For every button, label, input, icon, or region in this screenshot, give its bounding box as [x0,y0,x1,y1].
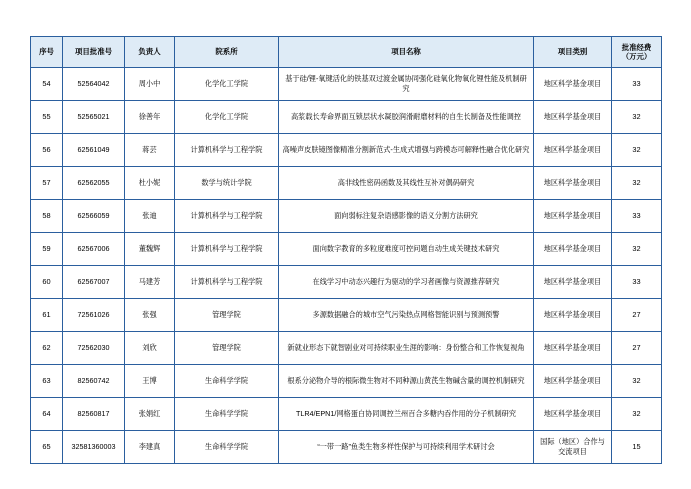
cell-seq: 62 [31,332,63,365]
table-row [31,233,662,266]
cell-seq: 63 [31,365,63,398]
cell-title: 根系分泌物介导的根际微生物对不同种源山黄芪生物碱含量的调控机制研究 [279,365,534,398]
cell-budget: 32 [612,398,662,431]
cell-category: 地区科学基金项目 [534,167,612,200]
table-row [31,266,662,299]
cell-code: 62567006 [63,233,125,266]
table-header-row [31,37,662,68]
cell-person: 王博 [125,365,175,398]
cell-title: “一带一路”鱼类生物多样性保护与可持续利用学术研讨会 [279,431,534,464]
cell-code: 52565021 [63,101,125,134]
cell-title: 新就业形态下就智剧业对可持续职业生涯的影响：身份整合和工作恢复视角 [279,332,534,365]
table-row [31,68,662,101]
cell-code: 52564042 [63,68,125,101]
cell-category: 地区科学基金项目 [534,101,612,134]
table-row [31,431,662,464]
column-header-seq: 序号 [31,37,63,68]
cell-dept: 化学化工学院 [175,101,279,134]
cell-dept: 生命科学学院 [175,398,279,431]
cell-code: 62567007 [63,266,125,299]
cell-code: 32581360003 [63,431,125,464]
cell-budget: 15 [612,431,662,464]
cell-person: 张强 [125,299,175,332]
cell-dept: 数学与统计学院 [175,167,279,200]
cell-title: 面向数字教育的多粒度难度可控问题自动生成关键技术研究 [279,233,534,266]
cell-title: 基于硅/锂-氧键活化的铁基双过渡金属协同强化硅氧化物氧化锂性能及机制研究 [279,68,534,101]
cell-category: 地区科学基金项目 [534,365,612,398]
cell-title: TLR4/EPN1/网格蛋白协同调控兰州百合多糖内吞作用的分子机制研究 [279,398,534,431]
cell-code: 82560742 [63,365,125,398]
cell-category: 地区科学基金项目 [534,398,612,431]
table-header [31,37,662,68]
cell-dept: 计算机科学与工程学院 [175,233,279,266]
table-row [31,398,662,431]
cell-seq: 64 [31,398,63,431]
cell-person: 蒋芸 [125,134,175,167]
cell-category: 地区科学基金项目 [534,266,612,299]
cell-code: 62566059 [63,200,125,233]
cell-title: 多源数据融合的城市空气污染热点网格智能识别与预测预警 [279,299,534,332]
cell-dept: 化学化工学院 [175,68,279,101]
cell-seq: 59 [31,233,63,266]
column-header-dept: 院系所 [175,37,279,68]
table-row [31,101,662,134]
column-header-category: 项目类别 [534,37,612,68]
cell-budget: 27 [612,332,662,365]
cell-budget: 33 [612,68,662,101]
cell-dept: 生命科学学院 [175,365,279,398]
cell-seq: 60 [31,266,63,299]
cell-person: 周小中 [125,68,175,101]
table-body [31,68,662,464]
column-header-budget-line2: （万元） [621,52,652,61]
column-header-person: 负责人 [125,37,175,68]
cell-budget: 32 [612,167,662,200]
cell-title: 高噪声皮肤镜图像精准分割新范式-生成式增强与跨模态可解释性融合优化研究 [279,134,534,167]
cell-budget: 32 [612,233,662,266]
cell-title: 在线学习中动态兴趣行为驱动的学习者画像与资源推荐研究 [279,266,534,299]
cell-seq: 65 [31,431,63,464]
cell-person: 刘欣 [125,332,175,365]
cell-budget: 32 [612,101,662,134]
cell-title: 面向弱标注复杂语感影像的语义分割方法研究 [279,200,534,233]
cell-code: 72561026 [63,299,125,332]
cell-budget: 32 [612,134,662,167]
column-header-budget-line1: 批准经费 [621,42,652,52]
cell-seq: 56 [31,134,63,167]
cell-dept: 管理学院 [175,299,279,332]
cell-code: 62562055 [63,167,125,200]
cell-code: 72562030 [63,332,125,365]
cell-dept: 生命科学学院 [175,431,279,464]
cell-category: 地区科学基金项目 [534,233,612,266]
cell-budget: 32 [612,365,662,398]
cell-title: 高非线性密码函数及其线性互补对偶码研究 [279,167,534,200]
cell-person: 李建真 [125,431,175,464]
cell-category: 地区科学基金项目 [534,299,612,332]
table-row [31,365,662,398]
cell-budget: 27 [612,299,662,332]
column-header-code: 项目批准号 [63,37,125,68]
cell-person: 张娟红 [125,398,175,431]
cell-person: 董魏辉 [125,233,175,266]
cell-person: 马建芳 [125,266,175,299]
cell-dept: 计算机科学与工程学院 [175,134,279,167]
column-header-title: 项目名称 [279,37,534,68]
cell-seq: 61 [31,299,63,332]
cell-seq: 57 [31,167,63,200]
cell-seq: 55 [31,101,63,134]
cell-category: 地区科学基金项目 [534,200,612,233]
cell-title: 高浆载长寿命界面互锁层状水凝胶润滑耐磨材料的自生长制备及性能调控 [279,101,534,134]
cell-category: 地区科学基金项目 [534,332,612,365]
cell-seq: 58 [31,200,63,233]
cell-dept: 计算机科学与工程学院 [175,200,279,233]
cell-code: 82560817 [63,398,125,431]
cell-budget: 33 [612,266,662,299]
cell-dept: 计算机科学与工程学院 [175,266,279,299]
table-row [31,200,662,233]
table-row [31,167,662,200]
cell-category: 地区科学基金项目 [534,68,612,101]
cell-person: 徐善年 [125,101,175,134]
cell-category: 国际（地区）合作与交流项目 [534,431,612,464]
cell-person: 杜小妮 [125,167,175,200]
cell-category: 地区科学基金项目 [534,134,612,167]
table-row [31,332,662,365]
cell-person: 张迪 [125,200,175,233]
table-row [31,134,662,167]
cell-dept: 管理学院 [175,332,279,365]
cell-budget: 33 [612,200,662,233]
cell-code: 62561049 [63,134,125,167]
grant-table [30,36,662,464]
table-row [31,299,662,332]
column-header-budget [612,37,662,68]
cell-seq: 54 [31,68,63,101]
